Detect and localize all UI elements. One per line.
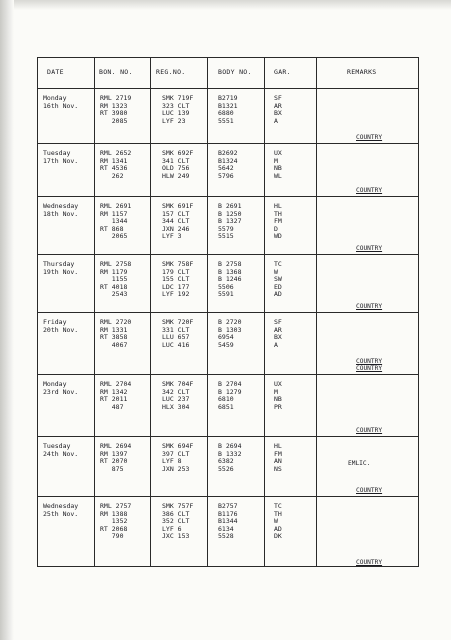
page-top-shadow [0, 0, 451, 10]
cell-body-no: B2692 B1324 5642 5796 [218, 149, 238, 180]
cell-body-no: B 2758 B 1368 B 1246 5506 5591 [218, 260, 242, 299]
cell-bon-no: RML 2652 RM 1341 RT 4536 262 [100, 149, 132, 180]
header-gar: GAR. [274, 68, 291, 76]
cell-date: Tuesday 24th Nov. [43, 442, 79, 458]
header-divider [38, 88, 418, 89]
cell-reg-no: SMK 691F 157 CLT 344 CLT JXN 246 LYF 3 [162, 202, 194, 241]
cell-gar: HL FM AN NS [274, 442, 282, 473]
row-divider [38, 374, 418, 375]
cell-gar: HL TH FM D WD [274, 202, 282, 241]
row-divider [38, 254, 418, 255]
cell-date: Wednesday 25th Nov. [43, 502, 79, 518]
header-remarks: REMARKS [347, 68, 377, 76]
cell-reg-no: SMK 692F 341 CLT OLD 756 HLW 249 [162, 149, 194, 180]
cell-reg-no: SMK 720F 331 CLT LLU 657 LUC 416 [162, 318, 194, 349]
cell-body-no: B 2694 B 1332 6382 5526 [218, 442, 242, 473]
remark-text: COUNTRY [356, 245, 383, 252]
cell-bon-no: RML 2704 RM 1342 RT 2011 487 [100, 380, 132, 411]
cell-bon-no: RML 2758 RM 1179 1155 RT 4018 2543 [100, 260, 132, 299]
cell-reg-no: SMK 694F 397 CLT LYF 8 JXN 253 [162, 442, 194, 473]
page-left-shadow [0, 0, 14, 640]
cell-gar: TC W SW ED AD [274, 260, 282, 299]
cell-date: Tuesday 17th Nov. [43, 149, 79, 165]
cell-body-no: B 2691 B 1250 B 1327 5579 5515 [218, 202, 242, 241]
remark-text: COUNTRY [356, 134, 383, 141]
cell-reg-no: SMK 719F 323 CLT LUC 139 LYF 23 [162, 94, 194, 125]
cell-bon-no: RML 2757 RM 1388 1352 RT 2068 790 [100, 502, 132, 541]
cell-body-no: B 2720 B 1303 6954 5459 [218, 318, 242, 349]
row-divider [38, 496, 418, 497]
remark-text: COUNTRY [356, 303, 383, 310]
row-divider [38, 143, 418, 144]
remark-text: EMLIC. [348, 460, 371, 467]
cell-gar: UX M NB WL [274, 149, 282, 180]
cell-body-no: B 2704 B 1279 6810 6851 [218, 380, 242, 411]
remark-text: COUNTRY [356, 187, 383, 194]
cell-gar: SF AR BX A [274, 94, 282, 125]
remark-text: COUNTRY [356, 358, 383, 365]
cell-date: Monday 16th Nov. [43, 94, 79, 110]
cell-reg-no: SMK 758F 179 CLT 155 CLT LDC 177 LYF 192 [162, 260, 194, 299]
cell-bon-no: RML 2694 RM 1397 RT 2070 875 [100, 442, 132, 473]
cell-bon-no: RML 2719 RM 1323 RT 3980 2085 [100, 94, 132, 125]
header-body-no: BODY NO. [218, 68, 252, 76]
cell-reg-no: SMK 704F 342 CLT LUC 237 HLX 304 [162, 380, 194, 411]
cell-bon-no: RML 2691 RM 1157 1344 RT 868 2065 [100, 202, 132, 241]
header-bon-no: BON. NO. [99, 68, 133, 76]
cell-body-no: B2757 B1176 B1344 6134 5528 [218, 502, 238, 541]
cell-gar: TC TH W AD DK [274, 502, 282, 541]
header-reg-no: REG.NO. [156, 68, 186, 76]
cell-body-no: B2719 B1321 6880 5551 [218, 94, 238, 125]
row-divider [38, 436, 418, 437]
cell-gar: SF AR BX A [274, 318, 282, 349]
cell-date: Thursday 19th Nov. [43, 260, 79, 276]
row-divider [38, 196, 418, 197]
remark-text: COUNTRY [356, 559, 383, 566]
cell-date: Friday 20th Nov. [43, 318, 79, 334]
remark-text: COUNTRY [356, 365, 383, 372]
cell-gar: UX M NB PR [274, 380, 282, 411]
cell-reg-no: SMK 757F 386 CLT 352 CLT LYF 6 JXC 153 [162, 502, 194, 541]
bus-allocation-table [37, 57, 419, 567]
cell-bon-no: RML 2720 RM 1331 RT 3858 4067 [100, 318, 132, 349]
remark-text: COUNTRY [356, 427, 383, 434]
remark-text: COUNTRY [356, 487, 383, 494]
cell-date: Wednesday 18th Nov. [43, 202, 79, 218]
cell-date: Monday 23rd Nov. [43, 380, 79, 396]
row-divider [38, 312, 418, 313]
header-date: DATE [47, 68, 64, 76]
